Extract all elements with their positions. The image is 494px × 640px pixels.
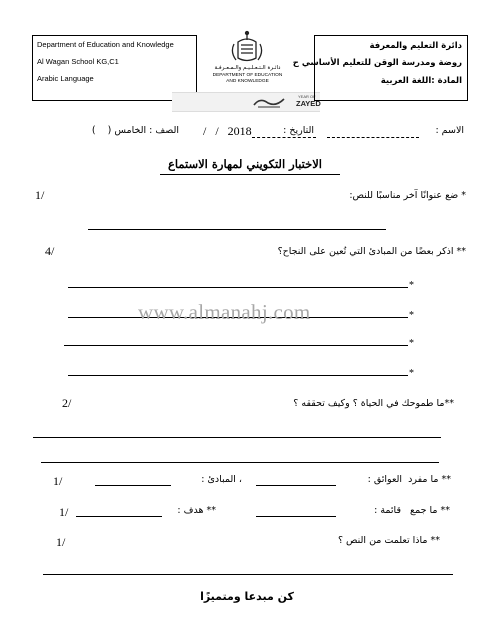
department-logo [210, 30, 285, 92]
logo-en-text-2: AND KNOWLEDGE [226, 79, 269, 84]
question-2-line-1 [68, 287, 408, 288]
question-2-bullet-1: * [409, 280, 414, 291]
zayed-label: ZAYED [296, 99, 321, 108]
question-5-score: 1/ [59, 505, 69, 519]
question-4-line-a [256, 485, 336, 486]
watermark: www.almanahj.com [138, 300, 311, 324]
question-3-text: **ما طموحك في الحياة ؟ وكيف تحققه ؟ [293, 398, 454, 409]
subject-ar: المادة :اللغة العربية [380, 76, 462, 86]
question-2-score: 4/ [45, 244, 55, 258]
exam-title: الاختبار التكويني لمهارة الاستماع [168, 157, 322, 171]
name-line [327, 137, 419, 138]
question-3-answer-line-2 [41, 462, 439, 463]
date-value: / / 2018 [203, 124, 252, 138]
department-en: Department of Education and Knowledge [37, 40, 174, 49]
question-5-line-b [76, 516, 162, 517]
question-4-score: 1/ [53, 474, 63, 488]
question-2-bullet-4: * [409, 368, 414, 379]
zayed-calligraphy-icon [250, 95, 290, 109]
zayed-year-small: YEAR OF [298, 94, 316, 99]
question-1-text: * ضع عنوانًا آخر مناسبًا للنص: [349, 190, 466, 201]
class-label: الصف : الخامس ( ) [91, 125, 179, 136]
question-1-answer-line [88, 229, 386, 230]
name-label: الاسم : [435, 125, 464, 136]
question-1-score: 1/ [35, 188, 45, 202]
footer-motto: كن مبدعا ومتميزًا [200, 590, 294, 603]
school-en: Al Wagan School KG,C1 [37, 57, 119, 66]
question-6-text: ** ماذا تعلمت من النص ؟ [337, 535, 440, 546]
question-4-line-b [95, 485, 171, 486]
logo-en-text-1: DEPARTMENT OF EDUCATION [212, 73, 283, 78]
question-4-text-a: ** ما مفرد العوائق : [367, 474, 451, 485]
subject-en: Arabic Language [37, 74, 94, 83]
emblem-icon [210, 30, 285, 66]
date-label: التاريخ : [283, 125, 314, 136]
question-2-line-3 [64, 345, 408, 346]
zayed-logo [172, 92, 320, 112]
date-line [252, 137, 316, 138]
question-3-score: 2/ [62, 396, 72, 410]
question-5-line-a [256, 516, 336, 517]
question-2-line-4 [68, 375, 408, 376]
question-2-bullet-3: * [409, 338, 414, 349]
question-5-text-a: ** ما جمع قائمة : [374, 505, 450, 516]
logo-ar-text: دائـرة الـتـعـلـيـم والـمـعـرفـة [214, 65, 281, 71]
question-4-text-b: ، المبادئ : [201, 474, 242, 485]
question-3-answer-line-1 [33, 437, 441, 438]
question-6-score: 1/ [56, 535, 66, 549]
school-ar: روضة ومدرسة الوقن للتعليم الأساسي ح [292, 58, 462, 68]
department-ar: دائرة التعليم والمعرفة [369, 41, 462, 51]
question-5-text-b: ** هدف : [177, 505, 216, 516]
title-underline [160, 174, 340, 175]
question-2-text: ** اذكر بعضًا من المبادئ التي تُعين على النجاح؟ [277, 246, 466, 257]
question-2-bullet-2: * [409, 310, 414, 321]
question-6-answer-line [43, 574, 453, 575]
